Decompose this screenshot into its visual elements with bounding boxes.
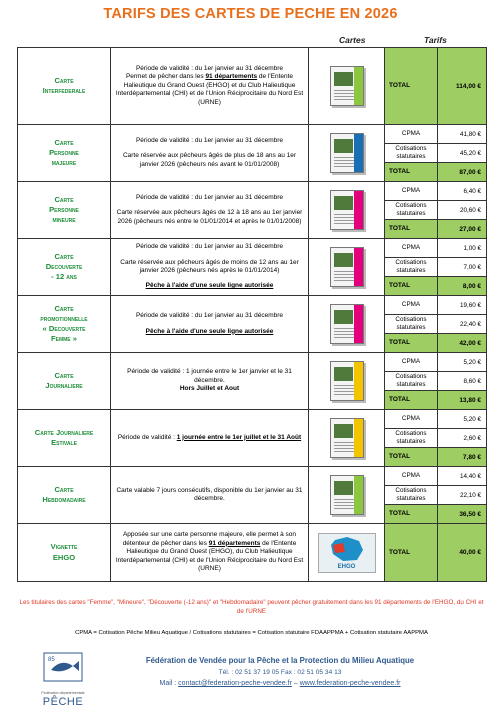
mail-label: Mail : (159, 680, 177, 687)
single-line-rule: Pêche à l'aide d'une seule ligne autorisée (145, 327, 274, 335)
eligibility-text: Carte réservée aux pêcheurs âgés de 12 à 18 ans au 1er janvier 2026 (pêcheurs nés entre le 01/01/2014 et après le 01/01/2008) (116, 209, 303, 225)
card-description (111, 48, 309, 125)
total-value: 42,00 € (438, 334, 487, 353)
card-text-lines (334, 157, 354, 169)
tarif-row (18, 524, 487, 582)
validity-text: Carte valable 7 jours consécutifs, disponible du 1er janvier au 31 décembre. (116, 486, 303, 502)
card-image-cell (309, 353, 385, 410)
price-value: 7,00 € (438, 258, 487, 277)
card-text-lines (334, 90, 354, 102)
card-color-band (354, 305, 363, 343)
total-label: TOTAL (385, 220, 438, 239)
validity-text (115, 434, 304, 442)
total-label: TOTAL (385, 163, 438, 182)
total-label: TOTAL (385, 448, 438, 467)
card-color-band (354, 248, 363, 286)
coverage-suffix: de l'Entente Halieutique du Grand Ouest (EHGO), du Club Halieutique Interdépartemental (CHI) et de l'Union Réciprocitaire du Nord Est (URNE) (115, 539, 304, 573)
fish-logo-icon (43, 652, 83, 682)
price-label: Cotisations statutaires (385, 144, 438, 163)
card-name-line: Carte (54, 194, 74, 204)
card-name-line: EHGO (52, 552, 76, 562)
total-label: TOTAL (385, 48, 438, 125)
eligibility-text: Carte réservée aux pêcheurs âgés de moins de 12 ans au 1er janvier 2026 (pêcheurs nés après le 01/01/2014) (120, 258, 299, 274)
card-color-band (354, 191, 363, 229)
price-label: Cotisations statutaires (385, 372, 438, 391)
total-value: 27,00 € (438, 220, 487, 239)
validity-prefix: Période de validité : (117, 433, 177, 441)
price-label: CPMA (385, 467, 438, 486)
coverage-departements: 91 départements (208, 539, 261, 547)
card-color-band (354, 67, 363, 105)
price-label: CPMA (385, 410, 438, 429)
total-value: 36,50 € (438, 505, 487, 524)
tarif-row (18, 410, 487, 429)
spacer (115, 202, 304, 209)
validity-text: Période de validité : du 1er janvier au 31 décembre (135, 64, 284, 72)
card-name-line: - 12 ans (51, 272, 77, 282)
card-image-cell (309, 410, 385, 467)
price-value: 5,20 € (438, 410, 487, 429)
column-header-cartes: Cartes (339, 35, 366, 45)
price-label: CPMA (385, 296, 438, 315)
website-link[interactable]: www.federation-peche-vendee.fr (299, 680, 401, 687)
tarif-row (18, 353, 487, 372)
card-image-cell (309, 125, 385, 182)
email-link[interactable]: contact@federation-peche-vendee.fr (178, 680, 292, 687)
coverage-text (115, 531, 304, 573)
validity-text: Période de validité : 1 journée entre le 1er janvier et le 31 décembre. (127, 368, 292, 384)
card-name (18, 48, 111, 125)
coverage-prefix: Apposée sur une carte personne majeure, elle permet à son détenteur de pêcher dans les (122, 531, 297, 547)
card-text-lines (334, 214, 354, 226)
card-name-line: Femme » (51, 334, 77, 344)
card-description (111, 353, 309, 410)
card-name-line: Carte (54, 75, 74, 85)
card-color-band (354, 476, 363, 514)
single-line-rule: Pêche à l'aide d'une seule ligne autorisée (145, 282, 274, 290)
coverage-departements: 91 départements (205, 73, 258, 81)
card-photo (334, 424, 353, 438)
card-name-line: Estivale (51, 438, 77, 447)
tarif-row (18, 182, 487, 201)
tarifs-table (17, 47, 487, 582)
card-image (330, 66, 364, 106)
coverage-suffix: de l'Entente Halieutique du Grand Ouest (EHGO) et du Club Halieutique Interdépartemental (CHI) et de l'Union Réciprocitaire du Nord Est (URNE) (115, 73, 304, 106)
price-value: 1,00 € (438, 239, 487, 258)
card-description (111, 239, 309, 296)
exclusion-text: Hors Juillet et Aout (179, 385, 240, 393)
card-image (330, 418, 364, 458)
logo-subtitle: Fédération départementale (41, 691, 85, 695)
card-name (18, 239, 111, 296)
price-value: 14,40 € (438, 467, 487, 486)
price-label: CPMA (385, 125, 438, 144)
price-value: 22,40 € (438, 315, 487, 334)
card-text-lines (334, 328, 354, 340)
price-label: Cotisations statutaires (385, 201, 438, 220)
card-photo (334, 310, 353, 324)
price-value: 5,20 € (438, 353, 487, 372)
svg-text:85: 85 (48, 657, 55, 663)
card-image (330, 133, 364, 173)
total-value: 114,00 € (438, 48, 487, 125)
card-image (330, 190, 364, 230)
validity-period: 1 journée entre le 1er juillet et le 31 Août (176, 433, 302, 441)
tarif-row (18, 239, 487, 258)
price-value: 19,60 € (438, 296, 487, 315)
vignette-label: EHGO (337, 563, 356, 570)
card-image-cell (309, 182, 385, 239)
eligibility-text: Carte réservée aux pêcheurs âgés de plus de 18 ans au 1er janvier 2026 (pêcheurs nés avant le 01/01/2008) (122, 152, 297, 168)
column-header-tarifs: Tarifs (424, 35, 447, 45)
total-label: TOTAL (385, 334, 438, 353)
spacer (115, 252, 304, 259)
card-name (18, 182, 111, 239)
card-description (111, 410, 309, 467)
total-value: 8,00 € (438, 277, 487, 296)
vignette-image (318, 533, 376, 573)
card-image (330, 475, 364, 515)
logo-brand: PÊCHE (42, 696, 84, 708)
card-image-cell (309, 524, 385, 582)
spacer (115, 321, 304, 328)
phone-fax: Tél. : 02 51 37 19 05 Fax : 02 51 05 34 13 (218, 669, 342, 676)
tarif-row (18, 296, 487, 315)
total-label: TOTAL (385, 505, 438, 524)
card-color-band (354, 419, 363, 457)
price-value: 8,60 € (438, 372, 487, 391)
federation-name: Fédération de Vendée pour la Pêche et la Protection du Milieu Aquatique (145, 656, 415, 665)
price-label: Cotisations statutaires (385, 429, 438, 448)
footer-contact (100, 656, 460, 687)
card-name (18, 296, 111, 353)
coverage-prefix: Permet de pêcher dans les (125, 73, 206, 81)
card-name-line: Carte (54, 251, 74, 261)
card-text-lines (334, 442, 354, 454)
card-name-line: « Decouverte (42, 324, 86, 333)
total-value: 40,00 € (438, 524, 487, 582)
total-label: TOTAL (385, 391, 438, 410)
card-text-lines (334, 385, 354, 397)
card-name-line: Personne (49, 204, 79, 214)
card-image-cell (309, 296, 385, 353)
validity-text: Période de validité : du 1er janvier au 31 décembre (135, 312, 284, 320)
card-name (18, 353, 111, 410)
card-name-line: mineure (52, 215, 76, 225)
card-name-line: Carte (54, 137, 74, 147)
card-description (111, 182, 309, 239)
price-value: 20,60 € (438, 201, 487, 220)
page-title: TARIFS DES CARTES DE PECHE EN 2026 (103, 6, 398, 22)
mail-line (100, 680, 460, 687)
total-value: 13,80 € (438, 391, 487, 410)
price-value: 41,80 € (438, 125, 487, 144)
price-label: Cotisations statutaires (385, 315, 438, 334)
card-name-line: Carte Journaliere (34, 427, 94, 437)
card-name (18, 125, 111, 182)
card-image-cell (309, 239, 385, 296)
federation-logo (35, 650, 91, 708)
card-photo (334, 481, 353, 495)
card-photo (334, 72, 353, 86)
card-image (330, 361, 364, 401)
tarif-row (18, 48, 487, 125)
card-name-line: Interfederale (42, 86, 86, 95)
spacer (115, 275, 304, 282)
card-photo (334, 253, 353, 267)
coverage-text (115, 73, 304, 107)
total-label: TOTAL (385, 277, 438, 296)
card-name-line: Journaliere (45, 381, 83, 390)
card-name-line: Carte (54, 370, 74, 380)
france-map-icon (329, 536, 365, 562)
card-name (18, 524, 111, 582)
validity-text: Période de validité : du 1er janvier au 31 décembre (135, 243, 284, 251)
abbreviation-legend: CPMA = Cotisation Pêche Milieu Aquatique / Cotisations statutaires = Cotisation statutaire FDAAPPMA + Cotisation statutaire AAPPMA (75, 630, 428, 636)
card-photo (334, 367, 353, 381)
card-description (111, 296, 309, 353)
total-label: TOTAL (385, 524, 438, 582)
tarif-row (18, 125, 487, 144)
price-value: 22,10 € (438, 486, 487, 505)
card-name (18, 410, 111, 467)
card-text-lines (334, 499, 354, 511)
card-name (18, 467, 111, 524)
card-name-line: Personne (49, 147, 79, 157)
card-name-line: Vignette (50, 542, 78, 552)
price-label: CPMA (385, 182, 438, 201)
price-label: Cotisations statutaires (385, 258, 438, 277)
total-value: 87,00 € (438, 163, 487, 182)
tarif-row (18, 467, 487, 486)
price-label: CPMA (385, 239, 438, 258)
price-label: CPMA (385, 353, 438, 372)
price-label: Cotisations statutaires (385, 486, 438, 505)
card-name-line: promotionnelle (40, 313, 88, 323)
card-photo (334, 139, 353, 153)
card-description (111, 125, 309, 182)
price-value: 6,40 € (438, 182, 487, 201)
card-color-band (354, 134, 363, 172)
validity-text: Période de validité : du 1er janvier au 31 décembre (135, 136, 284, 144)
validity-text: Période de validité : du 1er janvier au 31 décembre (135, 193, 284, 201)
card-image (330, 247, 364, 287)
card-photo (334, 196, 353, 210)
card-name-line: Carte (54, 303, 74, 313)
card-name-line: Hebdomadaire (42, 495, 86, 504)
card-description (111, 467, 309, 524)
card-image-cell (309, 467, 385, 524)
spacer (115, 145, 304, 152)
card-name-line: Decouverte (45, 261, 83, 271)
card-name-line: majeure (51, 158, 77, 168)
card-image (330, 304, 364, 344)
price-value: 45,20 € (438, 144, 487, 163)
price-value: 2,60 € (438, 429, 487, 448)
card-text-lines (334, 271, 354, 283)
card-name-line: Carte (54, 484, 74, 494)
free-fishing-notice: Les titulaires des cartes "Femme", "Mineure", "Découverte (-12 ans)" et "Hebdomadaire" peuvent pêcher gratuitement dans les 91 départements de l'EHGO, du CHI et de l'URNE (19, 599, 484, 616)
total-value: 7,80 € (438, 448, 487, 467)
card-color-band (354, 362, 363, 400)
separator: – (293, 680, 298, 687)
card-image-cell (309, 48, 385, 125)
card-description (111, 524, 309, 582)
